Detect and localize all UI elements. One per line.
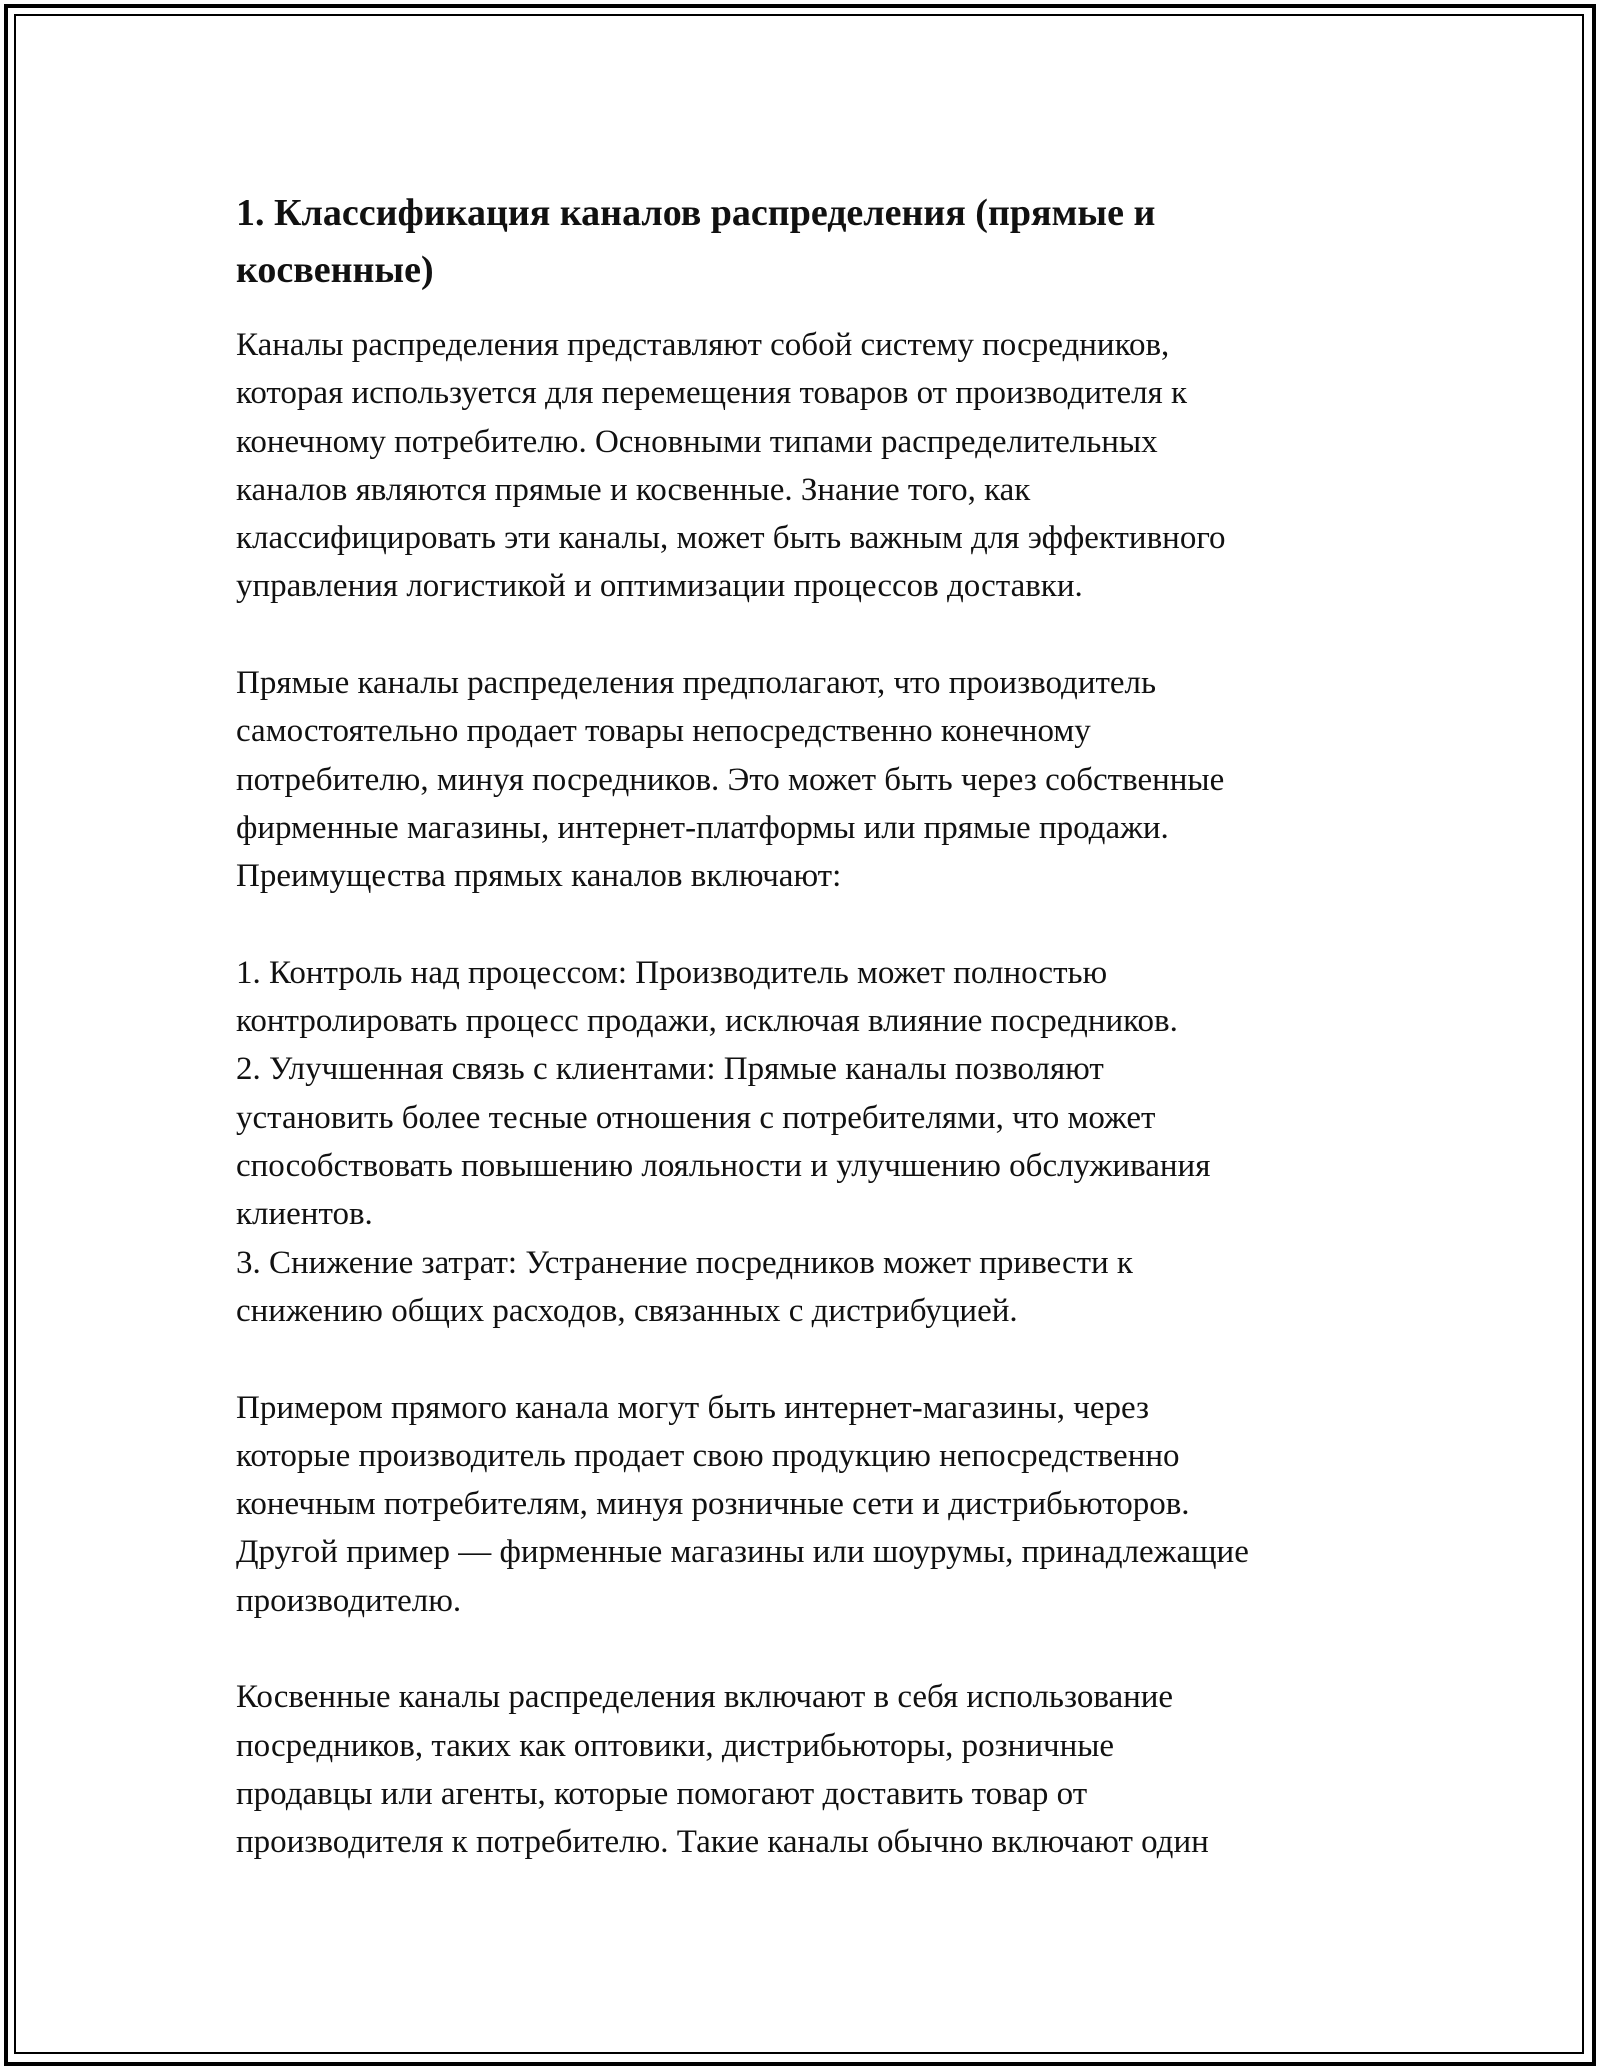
list-item-line: установить более тесные отношения с потребителями, что может [236,1099,1156,1136]
text-line: управления логистикой и оптимизации процессов доставки. [236,568,1083,605]
paragraph-spacer [236,1335,1386,1383]
list-item-line: клиентов. [236,1196,373,1233]
paragraph-spacer [236,611,1386,659]
section-title-line: 1. Классификация каналов распределения (прямые и [236,192,1156,234]
text-line: конечным потребителям, минуя розничные сети и дистрибьюторов. [236,1486,1190,1523]
paragraph-spacer [236,901,1386,949]
section-title-line: косвенные) [236,249,434,291]
text-line: каналов являются прямые и косвенные. Знание того, как [236,471,1031,508]
text-line: посредников, таких как оптовики, дистрибьюторы, розничные [236,1727,1115,1764]
text-line: которая используется для перемещения товаров от производителя к [236,375,1188,412]
text-line: Другой пример — фирменные магазины или шоурумы, принадлежащие [236,1534,1249,1571]
text-line: самостоятельно продает товары непосредственно конечному [236,713,1091,750]
list-item-line: 3. Снижение затрат: Устранение посредников может привести к [236,1244,1133,1281]
text-line: Косвенные каналы распределения включают в себя использование [236,1679,1174,1716]
text-line: которые производитель продает свою продукцию непосредственно [236,1437,1180,1474]
paragraph-indirect-channels [236,1673,1386,1866]
paragraph-direct-channels [236,659,1386,900]
text-line: продавцы или агенты, которые помогают доставить товар от [236,1775,1088,1812]
text-line: Примером прямого канала могут быть интернет-магазины, через [236,1389,1150,1426]
text-line: производителя к потребителю. Такие каналы обычно включают один [236,1824,1209,1861]
paragraph-spacer [236,1625,1386,1673]
text-line: Прямые каналы распределения предполагают, что производитель [236,665,1157,702]
paragraph-direct-example [236,1384,1386,1625]
text-line: Преимущества прямых каналов включают: [236,858,842,895]
text-line: фирменные магазины, интернет-платформы или прямые продажи. [236,809,1169,846]
list-item-line: снижению общих расходов, связанных с дистрибуцией. [236,1292,1018,1329]
list-item-line: способствовать повышению лояльности и улучшению обслуживания [236,1148,1211,1185]
text-line: конечному потребителю. Основными типами распределительных [236,423,1158,460]
text-line: классифицировать эти каналы, может быть важным для эффективного [236,520,1226,557]
paragraph-intro [236,321,1386,611]
text-line: потребителю, минуя посредников. Это может быть через собственные [236,761,1225,798]
list-advantages [236,949,1386,1335]
text-line: производителю. [236,1582,462,1619]
text-line: Каналы распределения представляют собой систему посредников, [236,327,1170,363]
list-item-line: 2. Улучшенная связь с клиентами: Прямые каналы позволяют [236,1051,1104,1088]
section-title [236,185,1386,299]
list-item-line: 1. Контроль над процессом: Производитель может полностью [236,954,1108,991]
list-item-line: контролировать процесс продажи, исключая влияние посредников. [236,1003,1178,1040]
document-body [236,185,1386,1867]
